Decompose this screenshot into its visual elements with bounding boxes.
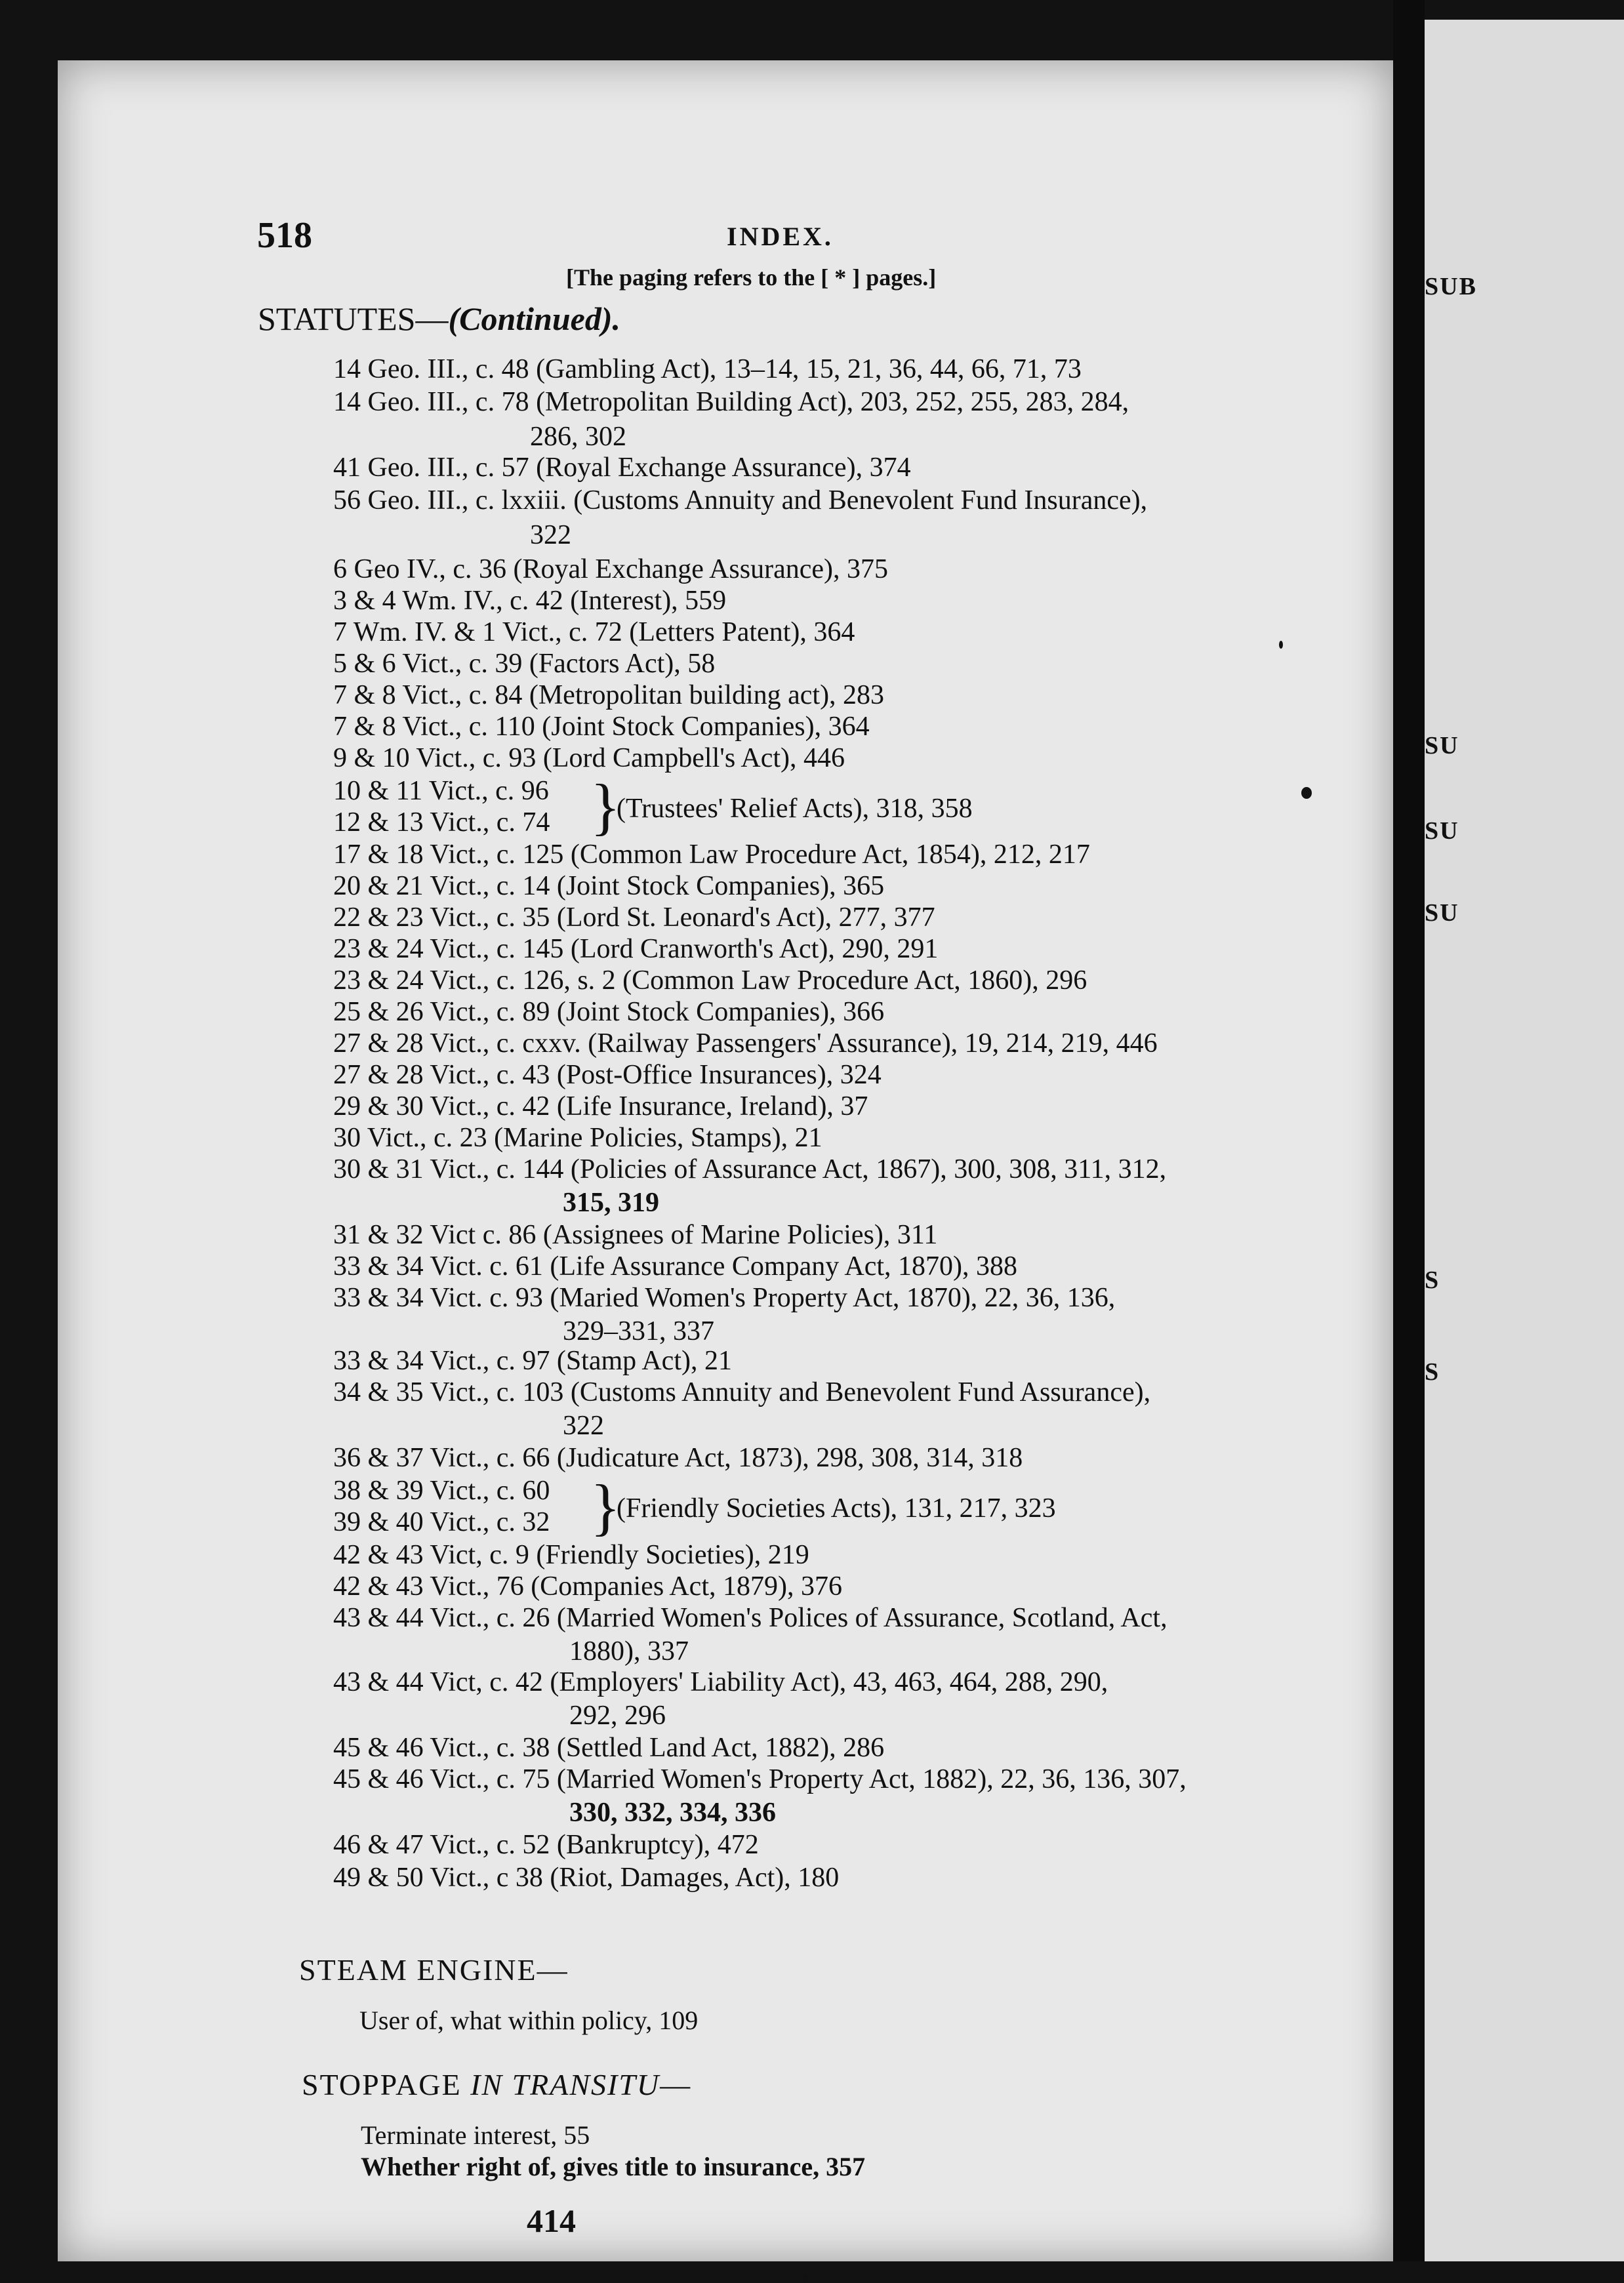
bracket-label: (Friendly Societies Acts), 131, 217, 323 (617, 1493, 1056, 1524)
ink-speck (1301, 787, 1312, 799)
statute-entry-continuation: 1880), 337 (569, 1636, 689, 1667)
section-heading-stoppage: STOPPAGE IN TRANSITU— (302, 2068, 692, 2101)
statute-entry: 43 & 44 Vict, c. 42 (Employers' Liability Act), 43, 463, 464, 288, 290, (333, 1667, 1108, 1697)
adjacent-page-text: SUB (1425, 273, 1477, 300)
index-sub-entry: Terminate interest, 55 (361, 2120, 590, 2150)
statute-entry: 17 & 18 Vict., c. 125 (Common Law Procedure Act, 1854), 212, 217 (333, 839, 1090, 870)
statute-entry: 43 & 44 Vict., c. 26 (Married Women's Polices of Assurance, Scotland, Act, (333, 1603, 1167, 1633)
statute-entry-continuation: 286, 302 (530, 422, 626, 452)
signature-mark: 414 (527, 2202, 576, 2239)
section-heading-steam-engine: STEAM ENGINE— (299, 1953, 569, 1987)
statute-entry: 36 & 37 Vict., c. 66 (Judicature Act, 1873), 298, 308, 314, 318 (333, 1443, 1023, 1473)
statute-entry: 14 Geo. III., c. 48 (Gambling Act), 13–14, 15, 21, 36, 44, 66, 71, 73 (333, 354, 1082, 384)
bracket-brace: } (590, 1472, 621, 1542)
statute-entry: 27 & 28 Vict., c. 43 (Post-Office Insurances), 324 (333, 1060, 882, 1090)
statute-entry: 30 & 31 Vict., c. 144 (Policies of Assurance Act, 1867), 300, 308, 311, 312, (333, 1154, 1167, 1184)
statute-entry: 27 & 28 Vict., c. cxxv. (Railway Passengers' Assurance), 19, 214, 219, 446 (333, 1028, 1158, 1059)
section-heading-statutes: STATUTES—(Continued). (258, 300, 621, 337)
paging-note: [The paging refers to the [ * ] pages.] (566, 264, 937, 291)
statute-entry: 23 & 24 Vict., c. 126, s. 2 (Common Law Procedure Act, 1860), 296 (333, 965, 1087, 996)
statute-entry: 9 & 10 Vict., c. 93 (Lord Campbell's Act), 446 (333, 743, 845, 773)
statute-entry: 29 & 30 Vict., c. 42 (Life Insurance, Ireland), 37 (333, 1091, 868, 1121)
statute-entry-continuation: 322 (530, 520, 571, 550)
statute-entry: 30 Vict., c. 23 (Marine Policies, Stamps), 21 (333, 1123, 822, 1153)
adjacent-page-text: SU (1425, 899, 1459, 927)
statute-entry: 33 & 34 Vict., c. 97 (Stamp Act), 21 (333, 1346, 732, 1376)
statute-entry-continuation: 315, 319 (563, 1188, 659, 1218)
statute-entry: 7 Wm. IV. & 1 Vict., c. 72 (Letters Patent), 364 (333, 617, 855, 647)
statute-entry: 31 & 32 Vict c. 86 (Assignees of Marine Policies), 311 (333, 1220, 938, 1250)
statute-entry: 25 & 26 Vict., c. 89 (Joint Stock Companies), 366 (333, 997, 885, 1027)
adjacent-page-text: SU (1425, 732, 1459, 759)
statute-entry: 7 & 8 Vict., c. 84 (Metropolitan building act), 283 (333, 680, 885, 710)
running-header: INDEX. (727, 222, 834, 251)
bracket-brace: } (590, 771, 621, 841)
index-sub-entry: User of, what within policy, 109 (359, 2006, 699, 2035)
statute-entry: 34 & 35 Vict., c. 103 (Customs Annuity and Benevolent Fund Assurance), (333, 1377, 1151, 1407)
adjacent-page-text: S (1425, 1358, 1440, 1386)
statute-entry: 10 & 11 Vict., c. 96 (333, 776, 549, 806)
statute-entry: 42 & 43 Vict, c. 9 (Friendly Societies), 219 (333, 1540, 809, 1570)
statute-entry: 46 & 47 Vict., c. 52 (Bankruptcy), 472 (333, 1830, 759, 1860)
statute-entry: 41 Geo. III., c. 57 (Royal Exchange Assurance), 374 (333, 453, 911, 483)
statute-entry: 23 & 24 Vict., c. 145 (Lord Cranworth's Act), 290, 291 (333, 934, 939, 964)
statute-entry: 56 Geo. III., c. lxxiii. (Customs Annuity and Benevolent Fund Insurance), (333, 485, 1148, 515)
statute-entry-continuation: 330, 332, 334, 336 (569, 1798, 776, 1828)
statute-entry: 45 & 46 Vict., c. 75 (Married Women's Property Act, 1882), 22, 36, 136, 307, (333, 1764, 1187, 1794)
statute-entry: 7 & 8 Vict., c. 110 (Joint Stock Companies), 364 (333, 712, 870, 742)
statute-entry: 20 & 21 Vict., c. 14 (Joint Stock Companies), 365 (333, 871, 885, 901)
statute-entry: 39 & 40 Vict., c. 32 (333, 1507, 550, 1537)
statute-entry: 14 Geo. III., c. 78 (Metropolitan Building Act), 203, 252, 255, 283, 284, (333, 387, 1129, 417)
adjacent-page-text: S (1425, 1266, 1440, 1294)
statute-entry-continuation: 329–331, 337 (563, 1316, 714, 1346)
adjacent-page-fragment (1425, 20, 1624, 2261)
ink-speck (803, 2274, 807, 2283)
statute-entry: 38 & 39 Vict., c. 60 (333, 1476, 550, 1506)
statute-entry: 33 & 34 Vict. c. 61 (Life Assurance Company Act, 1870), 388 (333, 1251, 1018, 1282)
statute-entry: 22 & 23 Vict., c. 35 (Lord St. Leonard's Act), 277, 377 (333, 902, 935, 933)
statute-entry: 6 Geo IV., c. 36 (Royal Exchange Assurance), 375 (333, 554, 889, 584)
statute-entry: 3 & 4 Wm. IV., c. 42 (Interest), 559 (333, 586, 727, 616)
statute-entry: 49 & 50 Vict., c 38 (Riot, Damages, Act), 180 (333, 1863, 840, 1893)
adjacent-page-text: SU (1425, 817, 1459, 845)
statute-entry: 42 & 43 Vict., 76 (Companies Act, 1879), 376 (333, 1571, 842, 1602)
statute-entry-continuation: 322 (563, 1411, 604, 1441)
ink-speck (1279, 641, 1283, 649)
statute-entry: 5 & 6 Vict., c. 39 (Factors Act), 58 (333, 649, 716, 679)
bracket-label: (Trustees' Relief Acts), 318, 358 (617, 794, 973, 824)
page-number: 518 (257, 215, 312, 256)
statute-entry: 12 & 13 Vict., c. 74 (333, 807, 550, 838)
index-sub-entry: Whether right of, gives title to insurance, 357 (361, 2152, 866, 2181)
statute-entry: 33 & 34 Vict. c. 93 (Maried Women's Property Act, 1870), 22, 36, 136, (333, 1283, 1116, 1313)
statute-entry: 45 & 46 Vict., c. 38 (Settled Land Act, 1882), 286 (333, 1733, 885, 1763)
statute-entry-continuation: 292, 296 (569, 1701, 666, 1731)
book-gutter (1393, 0, 1425, 2261)
index-page (58, 60, 1393, 2261)
